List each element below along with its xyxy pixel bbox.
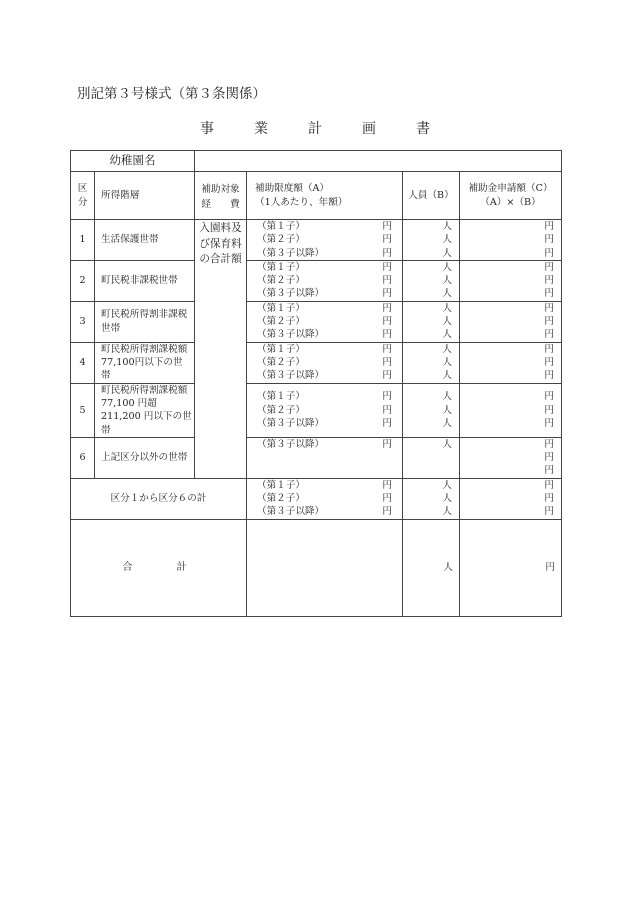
form-number: 別記第３号様式（第３条関係）	[77, 86, 266, 102]
amount-cell[interactable]: 円 円 円	[460, 342, 562, 383]
amount-cell[interactable]: 円 円 円	[460, 220, 562, 261]
row-number: 4	[71, 342, 95, 383]
row-number: 2	[71, 260, 95, 301]
persons-cell[interactable]: 人 人 人	[403, 301, 460, 342]
income-category: 町民税所得割非課税世帯	[95, 301, 195, 342]
table-row	[71, 437, 562, 478]
row-number: 3	[71, 301, 95, 342]
total-row	[71, 519, 562, 616]
header-expense: 補助対象 経 費	[195, 172, 247, 220]
limit-cell[interactable]: （第１子） 円 （第２子） 円 （第３子以降） 円	[247, 342, 403, 383]
amount-cell[interactable]: 円 円 円	[460, 301, 562, 342]
total-persons-cell[interactable]: 人	[403, 519, 460, 616]
subtotal-row	[71, 478, 562, 519]
income-category: 生活保護世帯	[95, 220, 195, 261]
amount-cell[interactable]: 円 円 円	[460, 478, 562, 519]
table-row	[71, 260, 562, 301]
row-number: 5	[71, 383, 95, 437]
amount-cell[interactable]: 円 円 円	[460, 437, 562, 478]
header-limit: 補助限度額（A） （1人あたり、年額）	[247, 172, 403, 220]
persons-cell[interactable]: 人 人 人	[403, 260, 460, 301]
limit-cell[interactable]: （第１子） 円 （第２子） 円 （第３子以降） 円	[247, 260, 403, 301]
total-limit-cell[interactable]	[247, 519, 403, 616]
limit-cell[interactable]: （第１子） 円 （第２子） 円 （第３子以降） 円	[247, 383, 403, 437]
persons-cell[interactable]: 人 人 人	[403, 220, 460, 261]
business-plan-table	[70, 150, 562, 617]
income-category: 上記区分以外の世帯	[95, 437, 195, 478]
kindergarten-name-label: 幼稚園名	[71, 151, 195, 172]
table-row	[71, 301, 562, 342]
header-kubun: 区 分	[71, 172, 95, 220]
table-row	[71, 220, 562, 261]
header-income-bracket: 所得階層	[95, 172, 195, 220]
amount-cell[interactable]: 円 円 円	[460, 383, 562, 437]
header-amount: 補助金申請額（C） （A）×（B）	[460, 172, 562, 220]
persons-cell[interactable]: 人 人 人	[403, 342, 460, 383]
persons-cell[interactable]: 人 人 人	[403, 478, 460, 519]
kindergarten-name-field[interactable]	[195, 151, 562, 172]
limit-cell[interactable]: （第１子） 円 （第２子） 円 （第３子以降） 円	[247, 478, 403, 519]
expense-description: 入園料及 び保育料 の合計額	[195, 220, 247, 479]
amount-cell[interactable]: 円 円 円	[460, 260, 562, 301]
income-category: 町民税非課税世帯	[95, 260, 195, 301]
subtotal-label: 区分１から区分６の計	[71, 478, 247, 519]
limit-cell[interactable]: （第１子） 円 （第２子） 円 （第３子以降） 円	[247, 301, 403, 342]
table-row	[71, 342, 562, 383]
income-category: 町民税所得割課税額 77,100 円超 211,200 円以下の世帯	[95, 383, 195, 437]
limit-cell[interactable]: （第３子以降） 円	[247, 437, 403, 478]
limit-cell[interactable]: （第１子） 円 （第２子） 円 （第３子以降） 円	[247, 220, 403, 261]
row-number: 6	[71, 437, 95, 478]
income-category: 町民税所得割課税額77,100円以下の世帯	[95, 342, 195, 383]
header-persons: 人員（B）	[403, 172, 460, 220]
total-amount-cell[interactable]: 円	[460, 519, 562, 616]
total-label: 合 計	[71, 519, 247, 616]
row-number: 1	[71, 220, 95, 261]
persons-cell[interactable]: 人 人 人	[403, 383, 460, 437]
document-title: 事 業 計 画 書	[200, 121, 443, 137]
table-row	[71, 383, 562, 437]
persons-cell[interactable]: 人	[403, 437, 460, 478]
